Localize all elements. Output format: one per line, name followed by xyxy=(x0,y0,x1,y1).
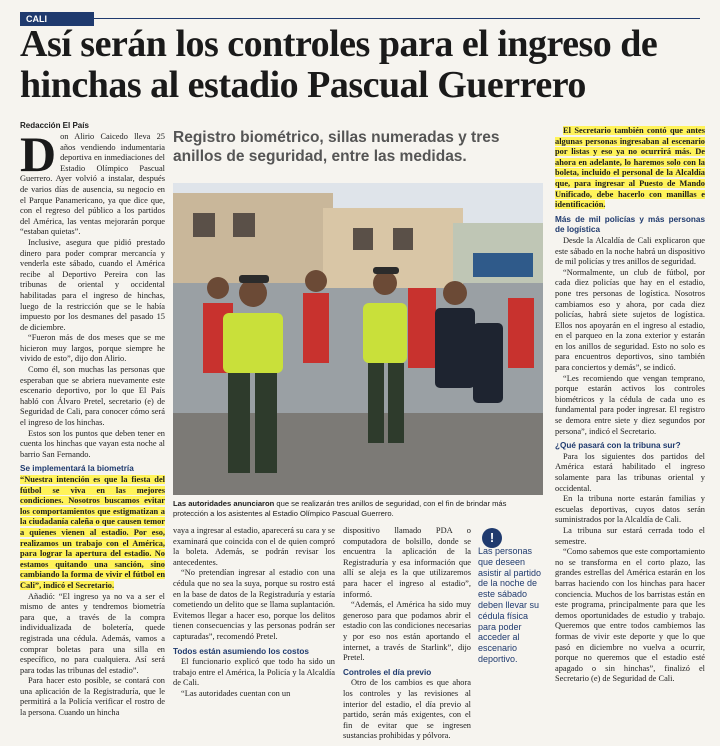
column-1 xyxy=(20,126,165,719)
paragraph: “Les recomiendo que vengan temprano, porque estarán activos los controles biométricos y la cédula de cada uno es fundamental para poder ingresar. El registro se demora entre siete y diez segundos por persona”, indicó el Secretario. xyxy=(555,373,705,436)
paragraph: La tribuna sur estará cerrada todo el semestre. xyxy=(555,525,705,546)
paragraph: “Normalmente, un club de fútbol, por cada diez policías que hay en el estadio, pone tres personas de logística. Nosotros cambiamos eso y ahora, por cada diez policías, habrá siete sujetos de logística. Ellos nos apoyarán en el ingreso al estadio, en el parqueo en la zona exterior y estarán en los anillos de seguridad. Esto no solo es para encuentros deportivos, sino también para conciertos y demás”, se indicó. xyxy=(555,267,705,373)
drop-cap: D xyxy=(20,126,57,182)
exclamation-icon: ! xyxy=(482,528,502,548)
paragraph: El funcionario explicó que todo ha sido un trabajo entre el América, la Policía y la Alcaldía de Cali. xyxy=(173,657,335,688)
paragraph: “Fueron más de dos meses que se me hicieron muy largos, porque siempre he vivido de esto”, dijo don Alirio. xyxy=(20,333,165,364)
subheading: Todos están asumiendo los costos xyxy=(173,646,309,656)
paragraph: Añadió: “El ingreso ya no va a ser el mismo de antes y tendremos biometría para que, a través de la compra individualizada de boletería, quede registrada una cédula. Además, vamos a comprar boletas para una silla en específico, no para cualquiera. Así será para todas las tribunas del estadio”. xyxy=(20,591,165,675)
photo-caption xyxy=(173,499,543,518)
subheading: ¿Qué pasará con la tribuna sur? xyxy=(555,441,681,451)
paragraph: Para los siguientes dos partidos del América estará habilitado el ingreso solamente para las tribunas oriental y occidental. xyxy=(555,451,705,493)
column-4 xyxy=(555,126,705,685)
header-rule xyxy=(90,18,700,19)
paragraph: “Como sabemos que este comportamiento no se transforma en el corto plazo, las grandes estrellas del América estarán en los barras haciendo con los hinchas para hacer conciencia. Muchos de los barristas están en este programa, principalmente para que les demos oportunidades de estudio y trabajo. Queremos que entre todos cambiemos las formas de vivir este deporte y que lo que pasó en diciembre no vuelva a ocurrir, porque no queremos que el estadio esté apagado o sin hinchas”, finalizó el Secretario (e) de Seguridad de Cali. xyxy=(555,547,705,684)
paragraph: Inclusive, asegura que pidió prestado dinero para poder comprar mercancía y venderla este sábado, cuando el América recibe al Deportivo Pereira con las tribunas de oriental y occidental habilitadas para el ingreso de hinchas, luego de la restricción que se le había impuesto por los desmanes del pasado 15 de diciembre. xyxy=(20,237,165,332)
paragraph: vaya a ingresar al estadio, aparecerá su cara y se examinará que coincida con el de quien compró la boleta. Además, se podrán revisar los antecedentes. xyxy=(173,526,335,567)
headline: Así serán los controles para el ingreso de hinchas al estadio Pascual Guerrero xyxy=(20,23,658,106)
highlight: El Secretario también contó que antes algunas personas ingresaban al escenario por listas y eso ya no ocurrirá más. De ahora en adelante, lo haremos solo con la boleta, incluido el personal de la Alcaldía que, para ingresar al Puesto de Mando Unificado, debe hacerlo con manillas e identificación. xyxy=(555,126,705,210)
paragraph: “Las autoridades cuentan con un xyxy=(181,688,291,698)
paragraph: Como él, son muchas las personas que esperaban que se abriera nuevamente este escenario deportivo, por lo que El País habló con Álvaro Pretel, secretario (e) de Seguridad de Cali, para conocer cómo será el ingreso de los hinchas. xyxy=(20,365,165,428)
paragraph: dispositivo llamado PDA o computadora de bolsillo, donde se encuentra la aplicación de la Registraduría y esa información que allí se aleja es la que utilizaremos para hacer el ingreso al estadio”, informó. xyxy=(343,526,471,599)
column-2 xyxy=(173,526,335,700)
byline: Redacción El País xyxy=(20,121,89,130)
subheading: Controles el día previo xyxy=(343,667,432,677)
subheading: Más de mil policías y más personas de logística xyxy=(555,214,705,235)
paragraph: “No pretendían ingresar al estadio con una cédula que no sea la suya, porque su rostro está en la base de datos de la Registraduría y estaría cometiendo un delito que se llama suplantación. Evitemos llegar a hacer eso, porque los delitos tienen consecuencias y las personas podrán ser capturadas”, recomendó Pretel. xyxy=(173,568,335,641)
highlight: “Nuestra intención es que la fiesta del fútbol se viva en las mejores condiciones. Nosotros buscamos evitar los comportamientos que estigmatizan a la ciudadanía caleña o que causen temor a quienes vienen al estadio. Por eso, realizamos un trabajo con el América, para lograr la apertura del estadio. No estamos quitando una sanción, sino cambiando la forma de vivir el fútbol en Cali”, indicó el Secretario. xyxy=(20,475,165,590)
paragraph-highlighted xyxy=(555,126,705,211)
paragraph: on Alirio Caicedo lleva 25 años vendiendo indumentaria deportiva en inmediaciones del Estadio Olímpico Pascual Guerrero. Ayer volvió a instalar, después de varios días de ausencia, su negocio en el Parque Panamericano, ya que dice que, con el regreso del público a los partidos del América, las ventas mejorarán porque “estaban quietas”. xyxy=(20,132,165,237)
section-tag: CALI xyxy=(20,12,94,26)
paragraph: En la tribuna norte estarán familias y escuelas deportivas, cuyos datos serán suministrados por la Alcaldía de Cali. xyxy=(555,494,705,525)
subheading: Se implementará la biometría xyxy=(20,464,134,474)
caption-text: que se realizarán tres anillos de seguridad, con el fin de brindar más protección a los asistentes al Estadio Olímpico Pascual Guerrero. xyxy=(173,499,507,518)
paragraph: “Además, el América ha sido muy generoso para que podamos abrir el estadio con las condiciones necesarias y por eso nos están aportando el internet, a través de Starlink”, dijo Pretel. xyxy=(343,600,471,663)
paragraph-highlighted xyxy=(20,475,165,592)
column-3 xyxy=(343,526,471,742)
paragraph: Desde la Alcaldía de Cali explicaron que este sábado en la noche habrá un dispositivo de mil policías y tres anillos de seguridad. xyxy=(555,235,705,267)
callout-box: Las personas que deseen asistir al partido de la noche de este sábado deben llevar su cédula física para poder acceder al escenario deportivo. xyxy=(478,546,542,664)
caption-lead: Las autoridades anunciaron xyxy=(173,499,275,508)
photo-illustration xyxy=(173,183,543,495)
paragraph: Otro de los cambios es que ahora los controles y las revisiones al interior del estadio, el día previo al partido, serán más exigentes, con el fin de evitar que se ingresen sustancias prohibidas y pólvora. xyxy=(343,678,471,741)
paragraph: Estos son los puntos que deben tener en cuenta los hinchas que vayan esta noche al barrio San Fernando. xyxy=(20,428,165,459)
paragraph: Para hacer esto posible, se contará con una aplicación de la Registraduría, que le permitirá a la Policía verificar el rostro de la persona. Cuando un hincha xyxy=(20,676,165,718)
deck: Registro biométrico, sillas numeradas y tres anillos de seguridad, entre las medidas. xyxy=(173,129,500,165)
news-photo xyxy=(173,183,543,495)
